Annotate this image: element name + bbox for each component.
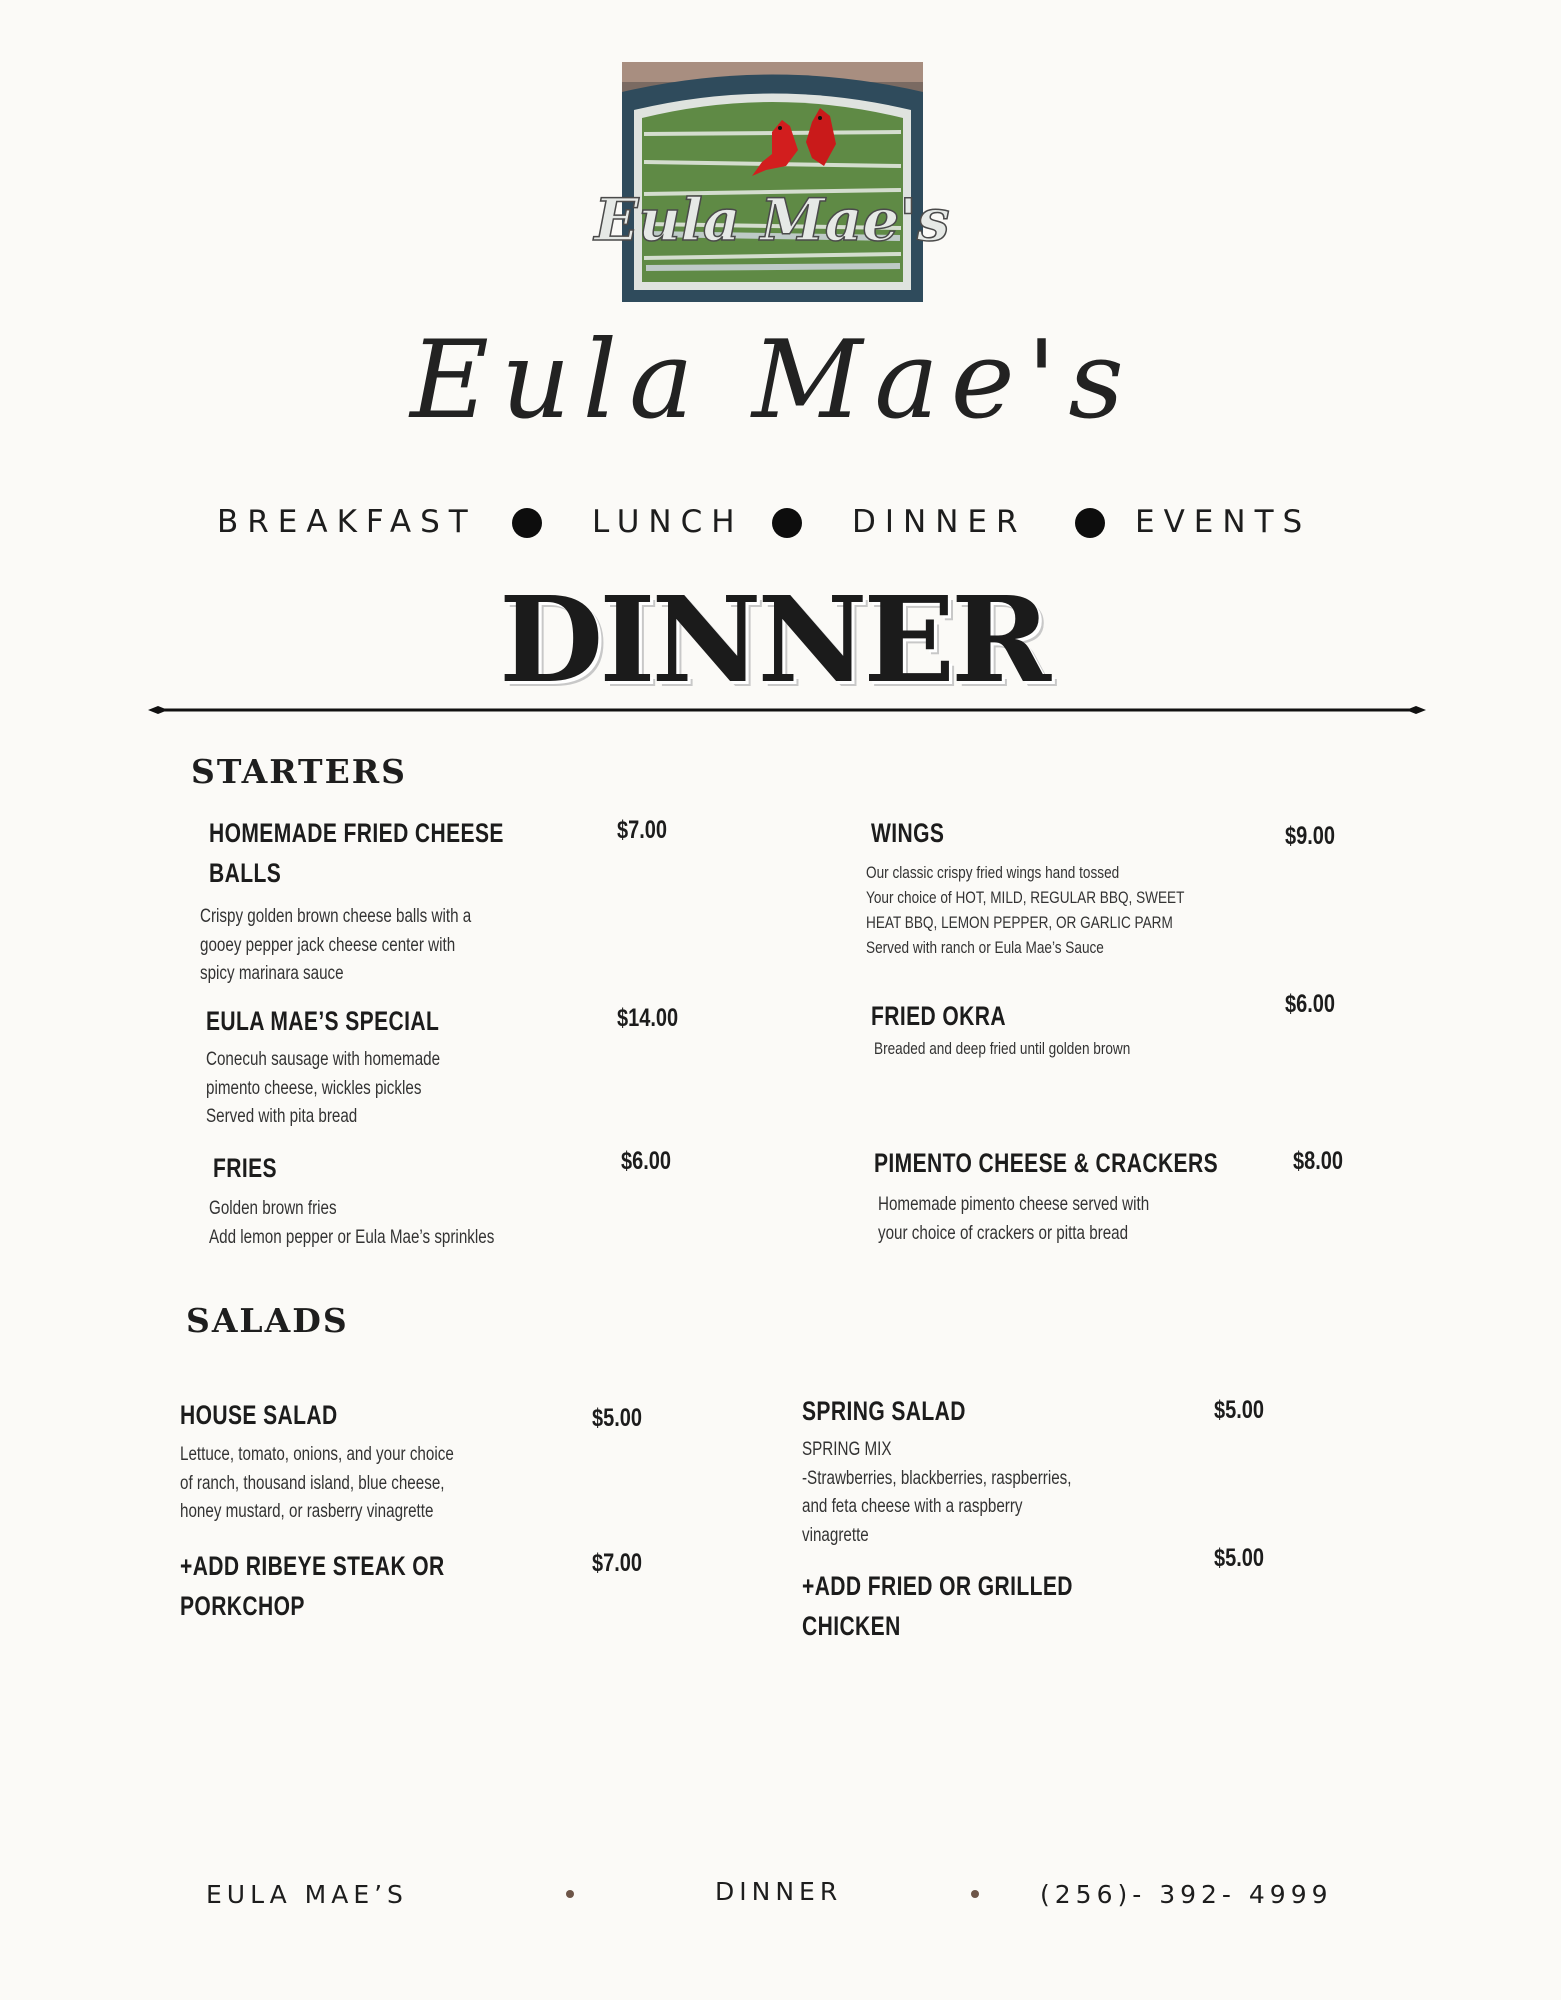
menu-item-description: Crispy golden brown cheese balls with a gooey pepper jack cheese center with spicy marinara sauce bbox=[200, 906, 472, 984]
footer-restaurant-name: EULA MAE’S bbox=[206, 1880, 408, 1909]
separator-dot bbox=[772, 508, 802, 538]
section-divider bbox=[148, 702, 1426, 716]
menu-item-name: FRIED OKRA bbox=[871, 1001, 1006, 1031]
menu-item-price: $8.00 bbox=[1293, 1147, 1344, 1175]
menu-item-name: WINGS bbox=[871, 818, 945, 848]
menu-item-description: SPRING MIX -Strawberries, blackberries, raspberries, and feta cheese with a raspberry vinagrette bbox=[802, 1439, 1072, 1546]
footer-meal: DINNER bbox=[715, 1877, 843, 1906]
menu-item-name: SPRING SALAD bbox=[802, 1396, 966, 1426]
script-restaurant-name: Eula Mae's bbox=[410, 318, 1136, 443]
menu-item-description: Homemade pimento cheese served with your choice of crackers or pitta bread bbox=[878, 1194, 1150, 1244]
separator-dot bbox=[1075, 508, 1105, 538]
nav-breakfast: BREAKFAST bbox=[217, 504, 477, 540]
separator-dot bbox=[512, 508, 542, 538]
footer-phone: (256)- 392- 4999 bbox=[1040, 1880, 1333, 1909]
menu-item-description: Breaded and deep fried until golden brown bbox=[874, 1039, 1131, 1058]
menu-item-price: $9.00 bbox=[1285, 822, 1336, 850]
salads-title: SALADS bbox=[186, 1301, 349, 1340]
nav-events: EVENTS bbox=[1135, 504, 1312, 540]
menu-item-price: $6.00 bbox=[621, 1147, 672, 1175]
footer-separator-dot bbox=[971, 1890, 979, 1898]
logo-text: Eula Mae's bbox=[594, 186, 950, 254]
footer-separator-dot bbox=[566, 1890, 574, 1898]
menu-item-name: HOUSE SALAD bbox=[180, 1400, 338, 1430]
menu-item-name: FRIES bbox=[213, 1153, 277, 1183]
menu-item-description: Our classic crispy fried wings hand tossed Your choice of HOT, MILD, REGULAR BBQ, SWEET HEAT BBQ, LEMON PEPPER, OR GARLIC PARM Served with ranch or Eula Mae’s Sauce bbox=[866, 863, 1185, 957]
restaurant-logo-sign bbox=[594, 62, 950, 302]
nav-dinner: DINNER bbox=[852, 504, 1027, 540]
starters-title: STARTERS bbox=[191, 752, 407, 791]
menu-item-price: $7.00 bbox=[617, 816, 668, 844]
menu-item-name: PIMENTO CHEESE & CRACKERS bbox=[874, 1148, 1219, 1178]
menu-addon-name: +ADD FRIED OR GRILLED CHICKEN bbox=[802, 1571, 1073, 1641]
menu-item-price: $6.00 bbox=[1285, 990, 1336, 1018]
menu-item-description: Golden brown fries Add lemon pepper or Eula Mae’s sprinkles bbox=[209, 1198, 495, 1248]
menu-item-price: $7.00 bbox=[592, 1549, 643, 1577]
menu-item-price: $5.00 bbox=[592, 1404, 643, 1432]
menu-item-description: Conecuh sausage with homemade pimento cheese, wickles pickles Served with pita bread bbox=[206, 1049, 441, 1127]
page-heading: DINNER bbox=[499, 570, 1047, 709]
menu-item-price: $5.00 bbox=[1214, 1396, 1265, 1424]
menu-addon-name: +ADD RIBEYE STEAK OR PORKCHOP bbox=[180, 1551, 445, 1621]
menu-item-description: Lettuce, tomato, onions, and your choice of ranch, thousand island, blue cheese, honey mustard, or rasberry vinagrette bbox=[180, 1444, 454, 1522]
menu-item-price: $14.00 bbox=[617, 1004, 679, 1032]
menu-item-name: EULA MAE’S SPECIAL bbox=[206, 1006, 440, 1036]
menu-item-name: HOMEMADE FRIED CHEESE BALLS bbox=[209, 818, 504, 888]
nav-lunch: LUNCH bbox=[592, 504, 744, 540]
menu-item-price: $5.00 bbox=[1214, 1544, 1265, 1572]
